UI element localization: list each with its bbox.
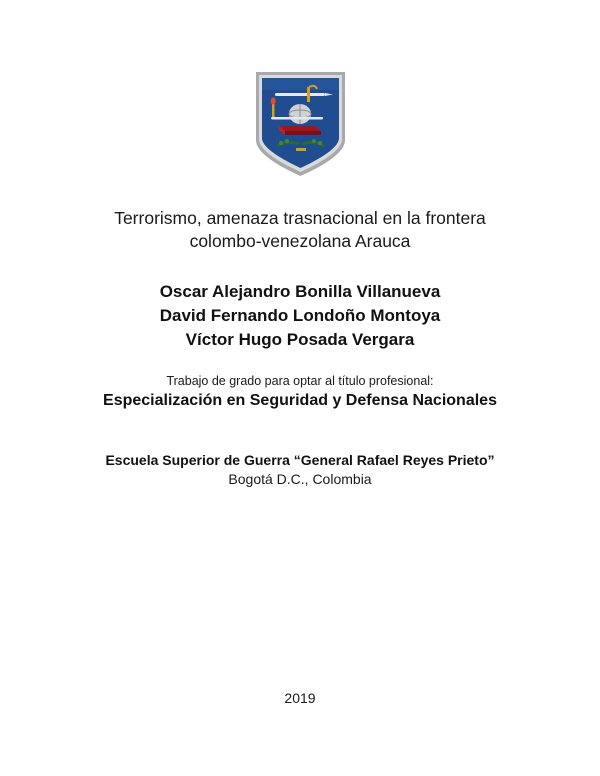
author-1: Oscar Alejandro Bonilla Villanueva bbox=[159, 282, 441, 301]
publication-year: 2019 bbox=[284, 690, 316, 706]
thesis-title-line-2: colombo-venezolana Arauca bbox=[189, 231, 411, 251]
degree-intro: Trabajo de grado para optar al título profesional: bbox=[166, 374, 434, 388]
crest-shield-icon bbox=[253, 70, 348, 178]
author-2: David Fernando Londoño Montoya bbox=[159, 306, 441, 325]
degree-name: Especialización en Seguridad y Defensa Nacionales bbox=[103, 392, 497, 409]
author-3: Víctor Hugo Posada Vergara bbox=[185, 330, 415, 349]
thesis-title-line-1: Terrorismo, amenaza trasnacional en la frontera bbox=[114, 208, 486, 228]
institution-name: Escuela Superior de Guerra “General Rafael Reyes Prieto” bbox=[105, 452, 495, 468]
institution-location: Bogotá D.C., Colombia bbox=[228, 471, 372, 487]
